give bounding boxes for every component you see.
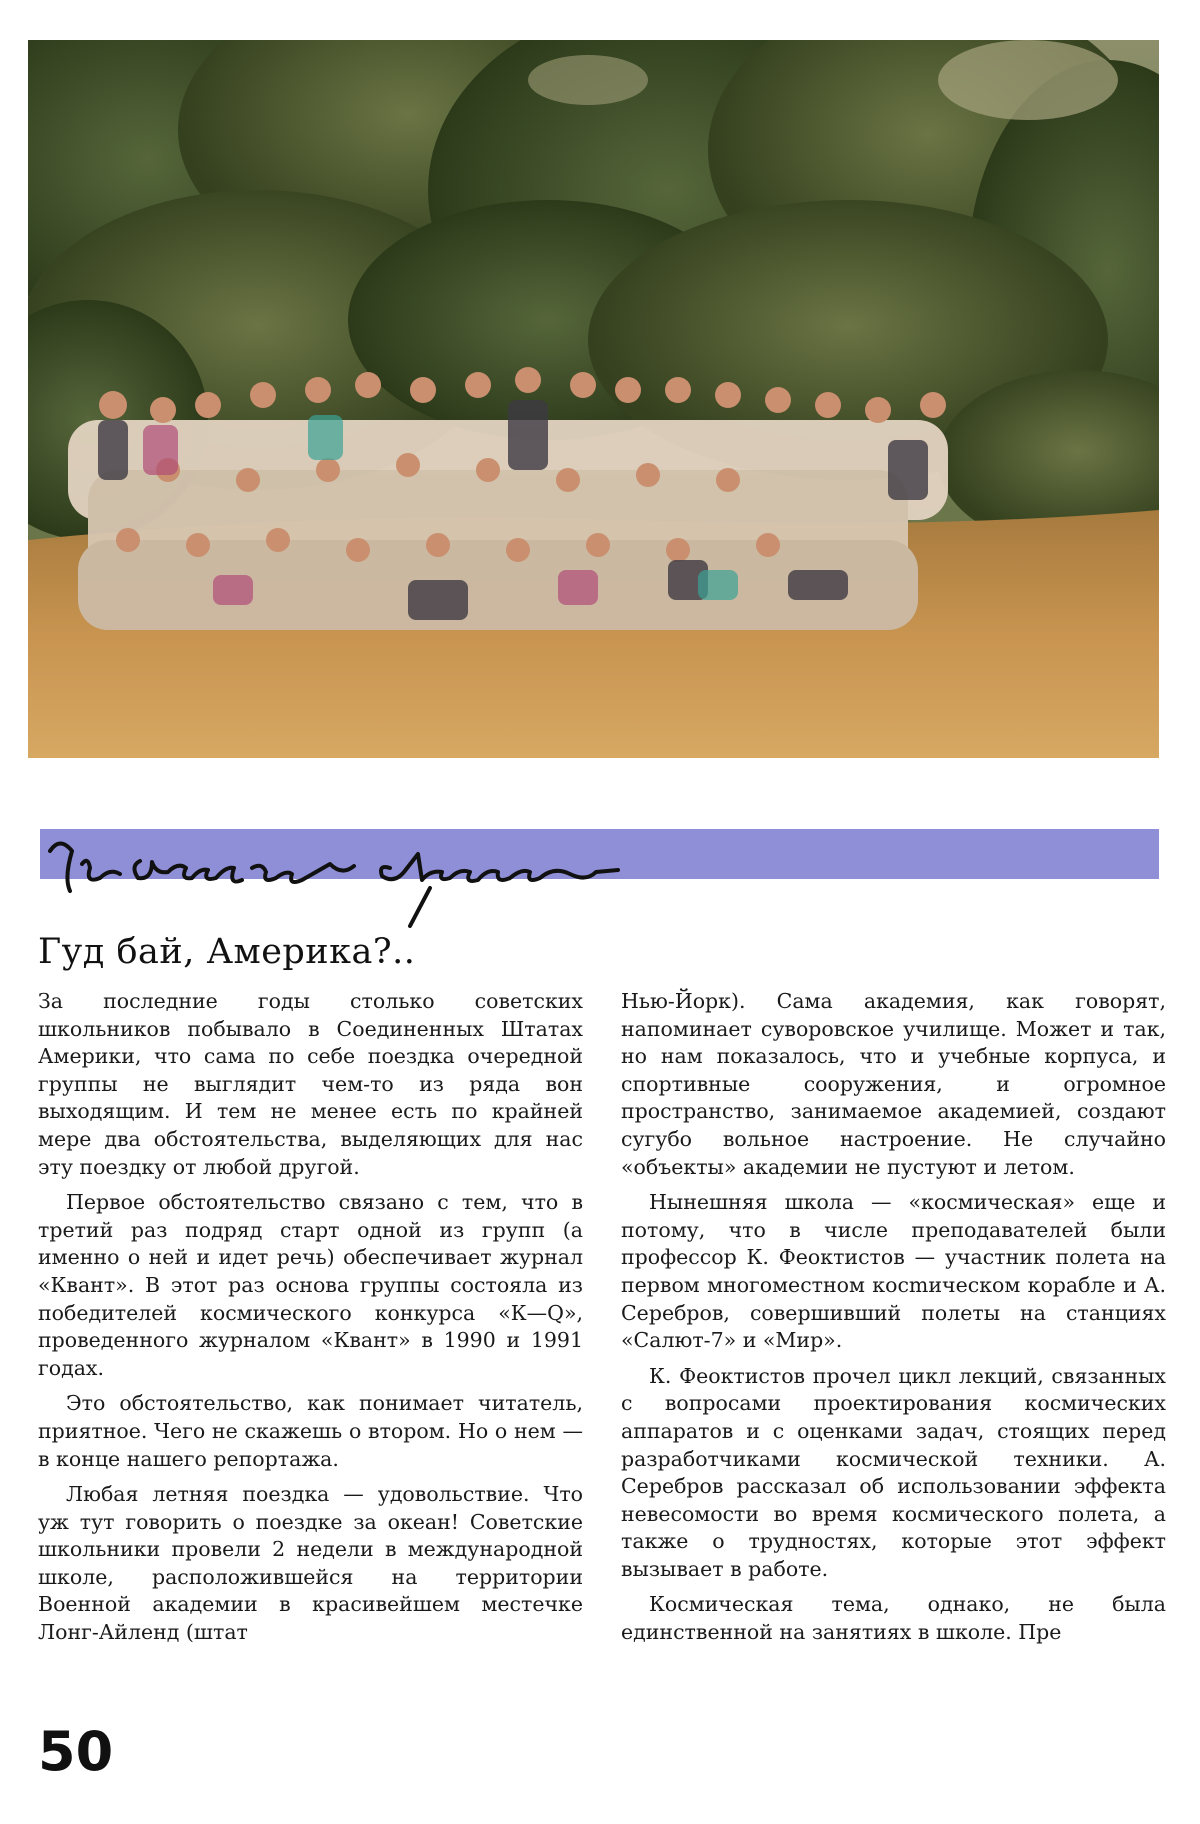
section-title-script <box>30 806 730 936</box>
paragraph: К. Феоктистов прочел цикл лекций, связанных с вопросами проектирования космических аппаратов и с оценками задач, стоящих перед разработчиками космической техники. А. Серебров рассказал об использовании эффекта невесомости во время космического полета, а также о трудностях, которые этот эффект вызывает в работе. <box>621 1363 1166 1581</box>
paragraph: За последние годы столько советских школьников побывало в Соединенных Штатах Америки, что сама по себе поездка очередной группы не выглядит чем-то из ряда вон выходящим. И тем не менее есть по крайней мере два обстоятельства, выделяющих для нас эту поездку от любой другой. <box>38 989 583 1179</box>
paragraph: Нынешняя школа — «космическая» еще и потому, что в числе преподавателей были профессор К. Феоктистов — участник полета на первом многоместном косmическом корабле и А. Серебров, совершивший полеты на станциях «Салют-7» и «Мир». <box>621 1190 1166 1353</box>
group-photo <box>28 40 1159 758</box>
paragraph: Это обстоятельство, как понимает читатель, приятное. Чего не скажешь о втором. Но о нем — в конце нашего репортажа. <box>38 1391 583 1471</box>
group-photo-illustration <box>28 40 1159 758</box>
paragraph: Первое обстоятельство связано с тем, что в третий раз подряд старт одной из групп (а именно о ней и идет речь) обеспечивает журнал «Квант». В этот раз основа группы состояла из победителей космического конкурса «К—Q», проведенного журналом «Квант» в 1990 и 1991 годах. <box>38 1190 583 1380</box>
page-number: 50 <box>38 1720 114 1783</box>
paragraph: Любая летняя поездка — удовольствие. Что уж тут говорить о поездке за океан! Советские школьники провели 2 недели в международной школе, расположившейся на территории Военной академии в красивейшем местечке Лонг-Айленд (штат <box>38 1482 583 1645</box>
article-column-right <box>621 988 1166 1655</box>
article-headline: Гуд бай, Америка?.. <box>38 932 416 972</box>
article-column-left <box>38 988 583 1655</box>
paragraph: Космическая тема, однако, не была единственной на занятиях в школе. Пре <box>621 1592 1166 1645</box>
paragraph: Нью-Йорк). Сама академия, как говорят, напоминает суворовское училище. Может и так, но нам показалось, что и учебные корпуса, и спортивные сооружения, и огромное пространство, занимаемое академией, создают сугубо вольное настроение. Не случайно «объекты» академии не пустуют и летом. <box>621 989 1166 1179</box>
